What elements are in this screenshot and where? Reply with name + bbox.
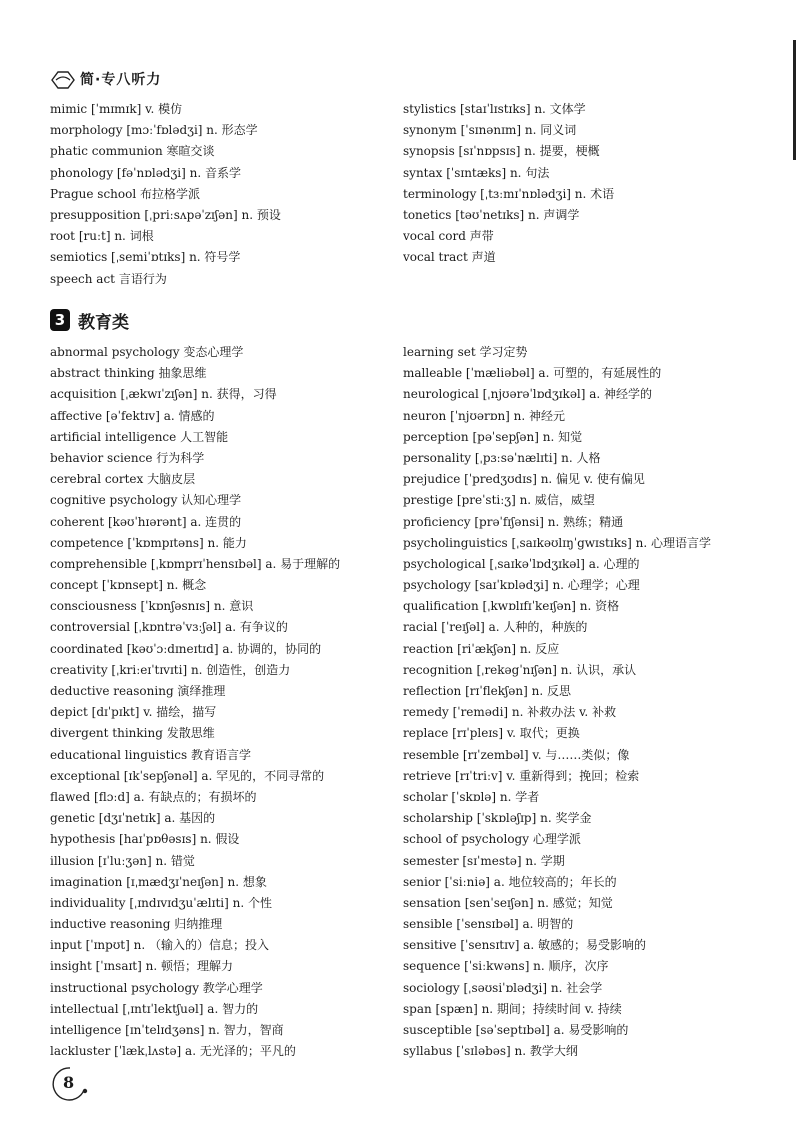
vocab-entry: imagination [ɪˌmædʒɪˈneɪʃən] n. 想象 <box>50 874 267 889</box>
vocab-entry: vocal tract 声道 <box>403 250 496 265</box>
vocab-entry: recognition [ˌrekəgˈnɪʃən] n. 认识，承认 <box>403 662 637 677</box>
vocab-entry: cerebral cortex 大脑皮层 <box>50 472 196 487</box>
vocab-entry: senior [ˈsiːniə] a. 地位较高的；年长的 <box>403 874 617 889</box>
vocab-entry: root [ruːt] n. 词根 <box>50 229 154 244</box>
vocab-entry: presupposition [ˌpriːsʌpəˈzɪʃən] n. 预设 <box>50 207 281 222</box>
vocab-entry: intellectual [ˌɪntɪˈlektʃuəl] a. 智力的 <box>50 1001 259 1016</box>
vocab-entry: sociology [ˌsəʊsiˈɒlədʒi] n. 社会学 <box>403 980 603 995</box>
vocab-entry: psycholinguistics [ˌsaɪkəʊlɪŋˈgwɪstɪks] n. 心理语言学 <box>403 535 711 550</box>
vocab-entry: vocal cord 声带 <box>403 229 494 244</box>
vocab-entry: phonology [fəˈnɒlədʒi] n. 音系学 <box>50 165 241 180</box>
vocab-entry: speech act 言语行为 <box>50 271 167 286</box>
vocab-entry: personality [ˌpɜːsəˈnælɪti] n. 人格 <box>403 450 601 465</box>
vocab-entry: exceptional [ɪkˈsepʃənəl] a. 罕见的，不同寻常的 <box>50 768 325 783</box>
vocab-entry: coordinated [kəʊˈɔːdɪneɪtɪd] a. 协调的，协同的 <box>50 641 322 656</box>
top-right-column <box>403 99 743 269</box>
right-entries-column <box>403 342 753 1062</box>
vocab-entry: reaction [riˈækʃən] n. 反应 <box>403 641 560 656</box>
vocab-entry: acquisition [ˌækwɪˈzɪʃən] n. 获得，习得 <box>50 387 277 402</box>
vocab-entry: insight [ˈɪnsaɪt] n. 顿悟；理解力 <box>50 959 233 974</box>
vocab-entry: cognitive psychology 认知心理学 <box>50 493 242 508</box>
vocab-entry: tonetics [təʊˈnetɪks] n. 声调学 <box>403 207 580 222</box>
section-heading <box>50 306 129 334</box>
vocab-entry: sequence [ˈsiːkwəns] n. 顺序，次序 <box>403 959 609 974</box>
vocab-entry: sensation [senˈseɪʃən] n. 感觉；知觉 <box>403 895 613 910</box>
vocab-entry: retrieve [rɪˈtriːv] v. 重新得到；挽回；检索 <box>403 768 640 783</box>
vocab-entry: creativity [ˌkriːeɪˈtɪvɪti] n. 创造性，创造力 <box>50 662 291 677</box>
vocab-entry: syllabus [ˈsɪləbəs] n. 教学大纲 <box>403 1044 578 1059</box>
vocab-entry: susceptible [səˈseptɪbəl] a. 易受影响的 <box>403 1023 629 1037</box>
vocab-entry: morphology [mɔːˈfɒlədʒi] n. 形态学 <box>50 123 258 138</box>
vocab-entry: stylistics [staɪˈlɪstɪks] n. 文体学 <box>403 102 586 116</box>
vocab-entry: competence [ˈkɒmpɪtəns] n. 能力 <box>50 535 247 550</box>
vocab-entry: racial [ˈreɪʃəl] a. 人种的，种族的 <box>403 620 588 635</box>
vocab-entry: span [spæn] n. 期间；持续时间 v. 持续 <box>403 1001 622 1016</box>
vocab-entry: synonym [ˈsɪnənɪm] n. 同义词 <box>403 123 577 138</box>
vocab-entry: inductive reasoning 归纳推理 <box>50 917 223 932</box>
vocab-entry: psychological [ˌsaɪkəˈlɒdʒɪkəl] a. 心理的 <box>403 556 640 571</box>
vocab-entry: hypothesis [haɪˈpɒθəsɪs] n. 假设 <box>50 832 240 847</box>
vocab-entry: artificial intelligence 人工智能 <box>50 429 229 444</box>
top-left-column <box>50 99 390 290</box>
vocab-entry: phatic communion 寒暄交谈 <box>50 144 215 159</box>
vocab-entry: sensitive [ˈsensɪtɪv] a. 敏感的；易受影响的 <box>403 938 647 953</box>
vocab-entry: semiotics [ˌsemiˈɒtɪks] n. 符号学 <box>50 250 241 265</box>
vocab-entry: lackluster [ˈlækˌlʌstə] a. 无光泽的；平凡的 <box>50 1044 296 1059</box>
vocab-entry: semester [sɪˈmestə] n. 学期 <box>403 853 565 868</box>
vocab-entry: mimic [ˈmɪmɪk] v. 模仿 <box>50 102 183 116</box>
vocab-entry: reflection [rɪˈflekʃən] n. 反思 <box>403 684 571 698</box>
vocab-entry: neurological [ˌnjʊərəˈlɒdʒɪkəl] a. 神经学的 <box>403 387 653 402</box>
vocab-entry: affective [əˈfektɪv] a. 情感的 <box>50 408 215 423</box>
vocab-entry: school of psychology 心理学派 <box>403 832 581 847</box>
vocab-entry: prestige [preˈstiːʒ] n. 威信，威望 <box>403 493 595 508</box>
vocab-entry: syntax [ˈsɪntæks] n. 句法 <box>403 165 550 180</box>
vocab-entry: coherent [kəʊˈhɪərənt] a. 连贯的 <box>50 514 242 529</box>
vocab-entry: intelligence [ɪnˈtelɪdʒəns] n. 智力，智商 <box>50 1023 284 1037</box>
running-header <box>50 64 161 94</box>
vocab-entry: concept [ˈkɒnsept] n. 概念 <box>50 578 207 593</box>
vocab-entry: proficiency [prəˈfɪʃənsi] n. 熟练；精通 <box>403 514 624 529</box>
vocab-entry: flawed [flɔːd] a. 有缺点的；有损坏的 <box>50 789 257 804</box>
vocab-entry: terminology [ˌtɜːmɪˈnɒlədʒi] n. 术语 <box>403 186 615 201</box>
page-edge-mark <box>793 40 796 160</box>
vocab-entry: malleable [ˈmæliəbəl] a. 可塑的，有延展性的 <box>403 366 662 381</box>
vocab-entry: learning set 学习定势 <box>403 345 528 359</box>
vocab-entry: psychology [saɪˈkɒlədʒi] n. 心理学；心理 <box>403 578 640 593</box>
vocab-entry: scholar [ˈskɒlə] n. 学者 <box>403 789 540 804</box>
vocab-entry: divergent thinking 发散思维 <box>50 726 215 741</box>
vocab-entry: comprehensible [ˌkɒmprɪˈhensɪbəl] a. 易于理解的 <box>50 556 341 571</box>
vocab-entry: sensible [ˈsensɪbəl] a. 明智的 <box>403 917 574 932</box>
vocab-entry: consciousness [ˈkɒnʃəsnɪs] n. 意识 <box>50 599 254 614</box>
vocab-entry: scholarship [ˈskɒləʃɪp] n. 奖学金 <box>403 811 592 826</box>
vocab-entry: qualification [ˌkwɒlɪfɪˈkeɪʃən] n. 资格 <box>403 599 620 614</box>
page-footer <box>50 1064 90 1104</box>
vocab-entry: remedy [ˈremədi] n. 补救办法 v. 补救 <box>403 705 617 720</box>
book-logo-icon <box>50 66 76 92</box>
vocab-entry: illusion [ɪˈluːʒən] n. 错觉 <box>50 853 195 868</box>
vocab-entry: depict [dɪˈpɪkt] v. 描绘，描写 <box>50 705 217 720</box>
vocab-entry: synopsis [sɪˈnɒpsɪs] n. 提要，梗概 <box>403 144 600 159</box>
vocab-entry: perception [pəˈsepʃən] n. 知觉 <box>403 429 583 444</box>
page-number: 8 <box>63 1073 75 1092</box>
vocab-entry: individuality [ˌɪndɪvɪdʒuˈælɪti] n. 个性 <box>50 895 272 910</box>
left-entries-column <box>50 342 390 1062</box>
vocab-entry: deductive reasoning 演绎推理 <box>50 684 226 698</box>
vocab-entry: abstract thinking 抽象思维 <box>50 366 207 381</box>
header-title: 简·专八听力 <box>80 72 162 88</box>
vocab-entry: prejudice [ˈpredʒʊdɪs] n. 偏见 v. 使有偏见 <box>403 472 645 487</box>
vocab-entry: input [ˈɪnpʊt] n. （输入的）信息；投入 <box>50 938 269 953</box>
vocab-entry: educational linguistics 教育语言学 <box>50 747 251 762</box>
section-number: 3 <box>50 309 70 331</box>
section-title: 教育类 <box>78 312 129 333</box>
vocab-entry: instructional psychology 教学心理学 <box>50 980 263 995</box>
vocab-entry: controversial [ˌkɒntrəˈvɜːʃəl] a. 有争议的 <box>50 620 288 635</box>
vocab-entry: genetic [dʒɪˈnetɪk] a. 基因的 <box>50 811 216 826</box>
vocab-entry: abnormal psychology 变态心理学 <box>50 345 244 359</box>
vocab-entry: Prague school 布拉格学派 <box>50 186 201 201</box>
vocab-entry: resemble [rɪˈzembəl] v. 与……类似；像 <box>403 747 630 762</box>
vocab-entry: behavior science 行为科学 <box>50 450 205 465</box>
vocab-entry: neuron [ˈnjʊərɒn] n. 神经元 <box>403 408 566 423</box>
vocab-entry: replace [rɪˈpleɪs] v. 取代；更换 <box>403 726 580 741</box>
